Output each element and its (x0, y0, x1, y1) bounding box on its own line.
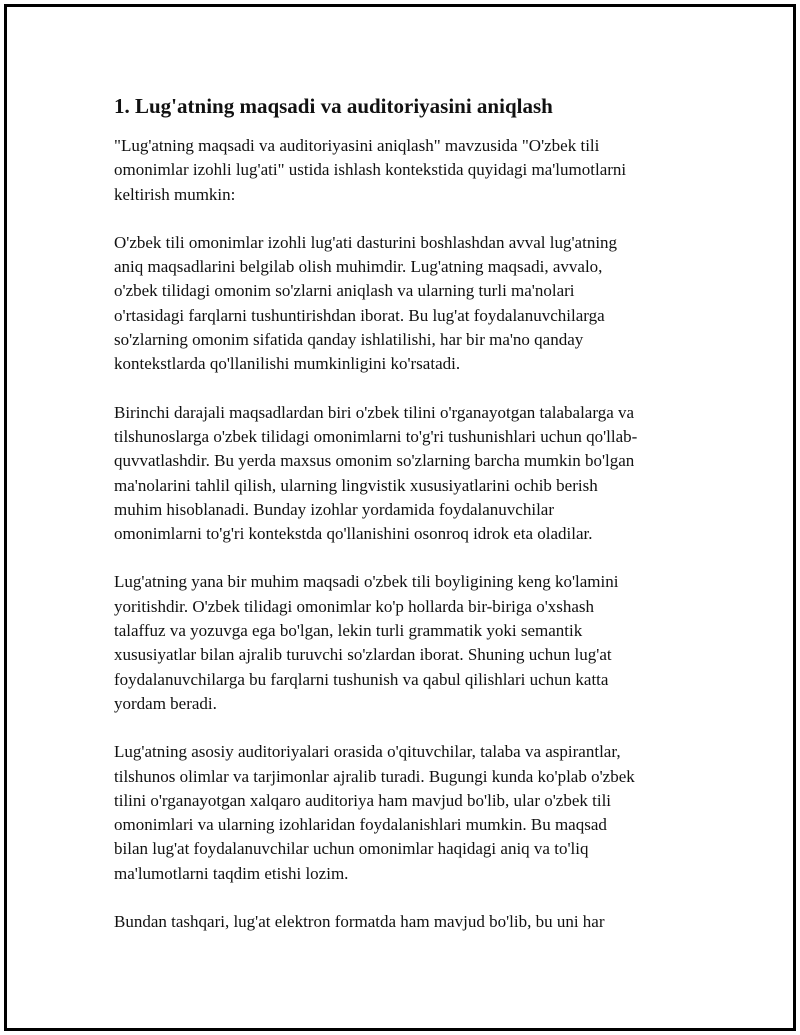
text-line: bilan lug'at foydalanuvchilar uchun omonimlar haqidagi aniq va to'liq (114, 839, 589, 859)
paragraph-audience (114, 740, 694, 886)
text-line: omonimlari va ularning izohlaridan foydalanishlari mumkin. Bu maqsad (114, 815, 607, 835)
text-line: xususiyatlar bilan ajralib turuvchi so'zlardan iborat. Shuning uchun lug'at (114, 645, 612, 665)
text-line: "Lug'atning maqsadi va auditoriyasini aniqlash" mavzusida "O'zbek tili (114, 136, 600, 155)
text-line: kontekstlarda qo'llanilishi mumkinligini ko'rsatadi. (114, 354, 461, 374)
text-line: ma'lumotlarni taqdim etishi lozim. (114, 863, 349, 883)
text-line: O'zbek tili omonimlar izohli lug'ati dasturini boshlashdan avval lug'atning (114, 232, 618, 252)
text-line: Birinchi darajali maqsadlardan biri o'zbek tilini o'rganayotgan talabalarga va (114, 402, 635, 422)
text-line: o'rtasidagi farqlarni tushuntirishdan iborat. Bu lug'at foydalanuvchilarga (114, 305, 605, 325)
paragraph-language-richness (114, 570, 694, 716)
text-line: omonimlar izohli lug'ati" ustida ishlash kontekstida quyidagi ma'lumotlarni (114, 160, 627, 180)
page-title: 1. Lug'atning maqsadi va auditoriyasini aniqlash (114, 94, 553, 118)
paragraph-purpose (114, 231, 694, 377)
text-line: yordam beradi. (114, 693, 217, 713)
text-line: aniq maqsadlarini belgilab olish muhimdir. Lug'atning maqsadi, avvalo, (114, 257, 603, 277)
text-line: omonimlarni to'g'ri kontekstda qo'llanishini osonroq idrok eta oladilar. (114, 524, 593, 544)
text-line: ma'nolarini tahlil qilish, ularning lingvistik xususiyatlarini ochib berish (114, 475, 598, 495)
text-line: talaffuz va yozuvga ega bo'lgan, lekin turli grammatik yoki semantik (114, 621, 583, 641)
paragraph-electronic-format (114, 910, 694, 934)
text-line: quvvatlashdir. Bu yerda maxsus omonim so'zlarning barcha mumkin bo'lgan (114, 451, 635, 471)
text-line: keltirish mumkin: (114, 184, 236, 204)
paragraph-primary-goals (114, 401, 694, 547)
text-line: o'zbek tilidagi omonim so'zlarni aniqlash va ularning turli ma'nolari (114, 281, 575, 301)
text-line: Lug'atning yana bir muhim maqsadi o'zbek tili boyligining keng ko'lamini (114, 572, 619, 592)
document-page (114, 92, 694, 958)
text-line: Lug'atning asosiy auditoriyalari orasida o'qituvchilar, talaba va aspirantlar, (114, 742, 621, 762)
text-line: Bundan tashqari, lug'at elektron formatda ham mavjud bo'lib, bu uni har (114, 912, 605, 932)
text-line: foydalanuvchilarga bu farqlarni tushunish va qabul qilishlari uchun katta (114, 669, 609, 689)
text-line: yoritishdir. O'zbek tilidagi omonimlar ko'p hollarda bir-biriga o'xshash (114, 596, 595, 616)
text-line: tilshunoslarga o'zbek tilidagi omonimlarni to'g'ri tushunishlari uchun qo'llab- (114, 426, 638, 446)
paragraph-intro (114, 134, 694, 207)
text-line: tilini o'rganayotgan xalqaro auditoriya ham mavjud bo'lib, ular o'zbek tili (114, 790, 612, 810)
text-line: muhim hisoblanadi. Bunday izohlar yordamida foydalanuvchilar (114, 499, 554, 519)
text-line: so'zlarning omonim sifatida qanday ishlatilishi, har bir ma'no qanday (114, 330, 584, 350)
text-line: tilshunos olimlar va tarjimonlar ajralib turadi. Bugungi kunda ko'plab o'zbek (114, 766, 635, 786)
